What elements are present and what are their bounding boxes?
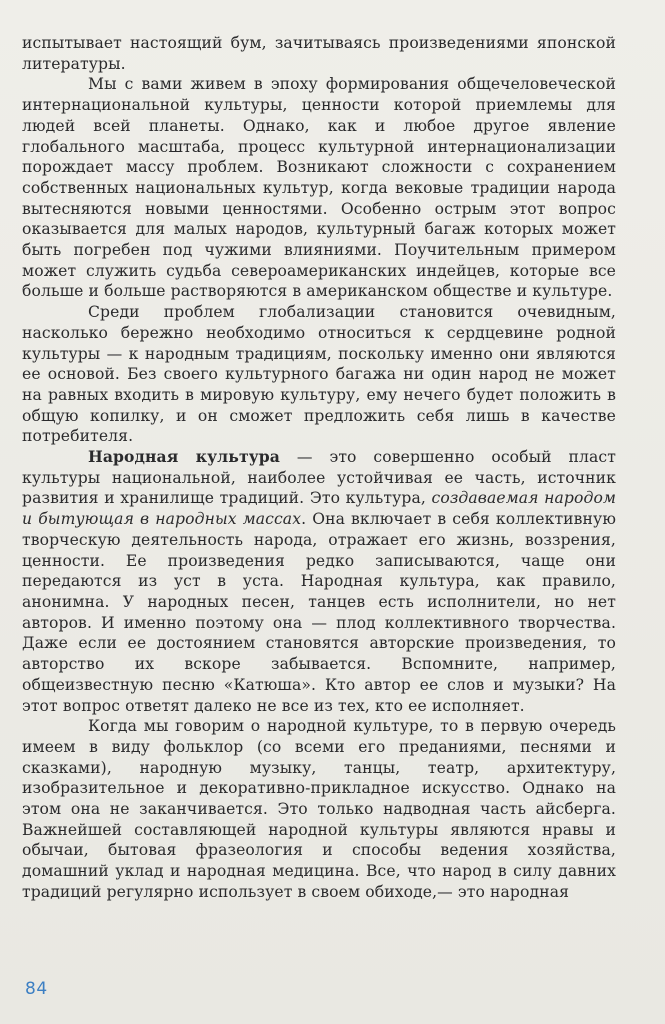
- paragraph-continuation: испытывает настоящий бум, зачитываясь произведениями японской литературы.: [22, 34, 616, 73]
- paragraph-folklore: Когда мы говорим о народной культуре, то в первую очередь имеем в виду фольклор (со всеми его преданиями, песнями и сказками), народную музыку, танцы, театр, архитектуру, изобразительное и декоративно-прикладное искусство. Однако на этом она не заканчивается. Это только надводная часть айсберга. Важнейшей составляющей народной культуры являются нравы и обычаи, бытовая фразеология и способы ведения хозяйства, домашний уклад и народная медицина. Все, что народ в силу давних традиций регулярно использует в своем обиходе,— это народная: [22, 717, 616, 901]
- definition-emphasis: создаваемая народом и бытующая в народных массах: [22, 489, 616, 529]
- paragraph-folk-culture-definition: [22, 447, 616, 716]
- definition-text-part-1: — это совершенно особый пласт культуры национальной, наиболее устойчивая ее часть, источник развития и хранилище традиций. Это культура,: [22, 448, 616, 508]
- body-text: [22, 33, 616, 903]
- definition-text-part-2: . Она включает в себя коллективную творческую деятельность народа, отражает его жизнь, воззрения, ценности. Ее произведения редко записываются, чаще они передаются из уст в уста. Народная культура, как правило, анонимна. У народных песен, танцев есть исполнители, но нет авторов. И именно поэтому она — плод коллективного творчества. Даже если ее достоянием становятся авторские произведения, то авторство их вскоре забывается. Вспомните, например, общеизвестную песню «Катюша». Кто автор ее слов и музыки? На этот вопрос ответят далеко не все из тех, кто ее исполняет.: [22, 510, 616, 715]
- paragraph-traditions: Среди проблем глобализации становится очевидным, насколько бережно необходимо относиться к сердцевине родной культуры — к народным традициям, поскольку именно они являются ее основой. Без своего культурного багажа ни один народ не может на равных входить в мировую культуру, ему нечего будет положить в общую копилку, и он сможет предложить себя лишь в качестве потребителя.: [22, 303, 616, 446]
- term-folk-culture: Народная культура: [88, 447, 281, 467]
- page-number: 84: [25, 979, 48, 999]
- paragraph-globalization: Мы с вами живем в эпоху формирования общечеловеческой интернациональной культуры, ценности которой приемлемы для людей всей планеты. Однако, как и любое другое явление глобального масштаба, процесс культурной интернационализации порождает массу проблем. Возникают сложности с сохранением собственных национальных культур, когда вековые традиции народа вытесняются новыми ценностями. Особенно острым этот вопрос оказывается для малых народов, культурный багаж которых может быть погребен под чужими влияниями. Поучительным примером может служить судьба североамериканских индейцев, которые все больше и больше растворяются в американском обществе и культуре.: [22, 75, 616, 301]
